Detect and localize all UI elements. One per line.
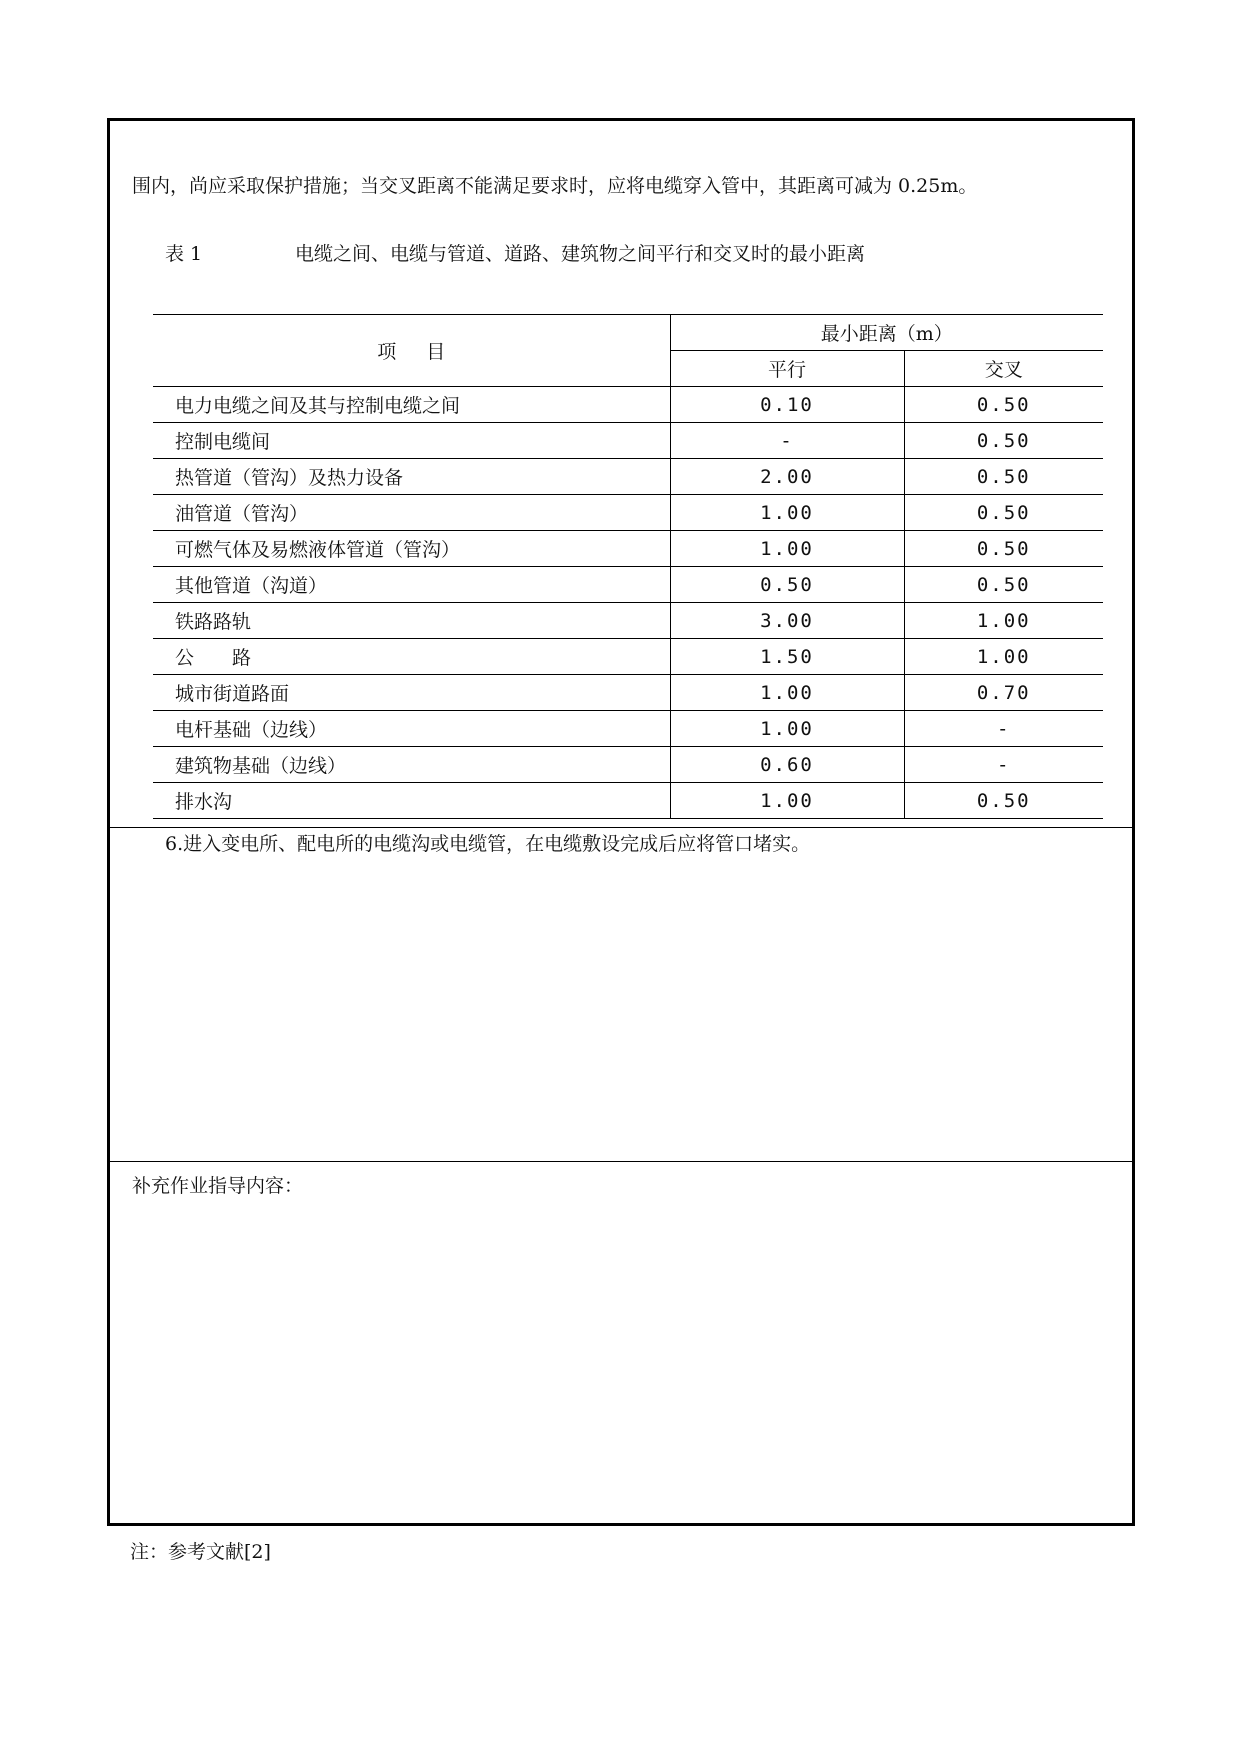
min-distance-table [153,314,1103,819]
header-cross: 交叉 [904,351,1103,387]
intro-paragraph: 围内，尚应采取保护措施；当交叉距离不能满足要求时，应将电缆穿入管中，其距离可减为 0.25m。 [132,175,978,197]
table-row [153,567,1103,603]
row-cross: 0.50 [904,531,1103,567]
table-row [153,459,1103,495]
row-item: 控制电缆间 [153,423,670,459]
table-row [153,747,1103,783]
header-min-distance: 最小距离（m） [670,315,1103,351]
row-cross: 0.50 [904,387,1103,423]
item-6-text: 6.进入变电所、配电所的电缆沟或电缆管，在电缆敷设完成后应将管口堵实。 [165,833,811,855]
row-cross: 0.70 [904,675,1103,711]
header-parallel: 平行 [670,351,904,387]
row-parallel: 0.50 [670,567,904,603]
row-parallel: 1.00 [670,531,904,567]
row-parallel: 2.00 [670,459,904,495]
row-cross: 0.50 [904,495,1103,531]
document-frame [107,118,1135,1526]
row-item: 排水沟 [153,783,670,819]
row-item: 建筑物基础（边线） [153,747,670,783]
row-parallel: 1.00 [670,495,904,531]
row-item: 热管道（管沟）及热力设备 [153,459,670,495]
table-row [153,711,1103,747]
row-cross: 0.50 [904,783,1103,819]
row-cross: - [904,747,1103,783]
row-cross: 0.50 [904,423,1103,459]
row-cross: - [904,711,1103,747]
supplement-label: 补充作业指导内容： [132,1175,304,1197]
header-item: 项目 [153,315,670,387]
table-row [153,387,1103,423]
row-item: 电力电缆之间及其与控制电缆之间 [153,387,670,423]
row-parallel: 1.00 [670,711,904,747]
table-row [153,783,1103,819]
table-row [153,603,1103,639]
row-parallel: 0.60 [670,747,904,783]
row-item: 电杆基础（边线） [153,711,670,747]
footnote: 注：参考文献[2] [130,1541,271,1563]
row-item: 公 路 [153,639,670,675]
row-parallel: 3.00 [670,603,904,639]
row-parallel: 0.10 [670,387,904,423]
row-cross: 0.50 [904,459,1103,495]
row-parallel: 1.00 [670,675,904,711]
row-parallel: 1.50 [670,639,904,675]
row-item: 可燃气体及易燃液体管道（管沟） [153,531,670,567]
section-divider [110,1161,1132,1162]
row-cross: 0.50 [904,567,1103,603]
table-row [153,423,1103,459]
table-row [153,495,1103,531]
table-number: 表 1 [165,243,203,265]
row-cross: 1.00 [904,639,1103,675]
table-title: 电缆之间、电缆与管道、道路、建筑物之间平行和交叉时的最小距离 [295,243,866,265]
row-cross: 1.00 [904,603,1103,639]
row-item: 其他管道（沟道） [153,567,670,603]
section-divider [110,827,1132,828]
row-item: 铁路路轨 [153,603,670,639]
row-item: 城市街道路面 [153,675,670,711]
row-parallel: - [670,423,904,459]
row-item: 油管道（管沟） [153,495,670,531]
table-row [153,639,1103,675]
table-row [153,531,1103,567]
row-parallel: 1.00 [670,783,904,819]
table-row [153,675,1103,711]
